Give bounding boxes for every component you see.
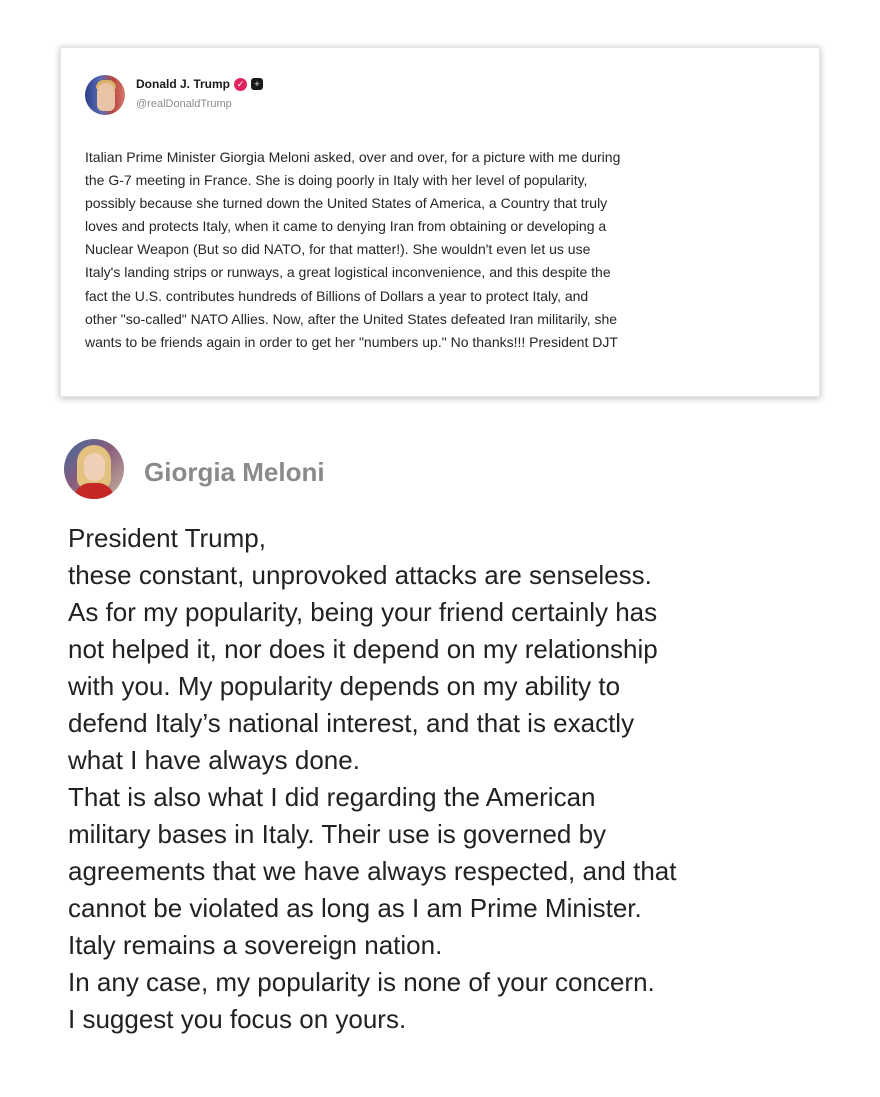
trump-post-card — [60, 47, 820, 397]
reply-body-text: President Trump, these constant, unprovoked attacks are senseless. As for my popularity, being your friend certainly has not helped it, nor does it depend on my relationship with you. My popularity depends on my ability to defend Italy’s national interest, and that is exactly what I have always done. That is also what I did regarding the American military bases in Italy. Their use is governed by agreements that we have always respected, and that cannot be violated as long as I am Prime Minister. Italy remains a sovereign nation. In any case, my popularity is none of your concern. I suggest you focus on yours. — [68, 523, 677, 1034]
post-author-name[interactable]: Donald J. Trump — [136, 77, 231, 91]
platform-badge-icon: + — [251, 78, 263, 90]
trump-avatar[interactable] — [85, 75, 125, 115]
verified-check-icon: ✓ — [234, 78, 247, 91]
meloni-avatar[interactable] — [64, 439, 124, 499]
post-author-handle[interactable]: @realDonaldTrump — [136, 98, 232, 110]
post-body-text: Italian Prime Minister Giorgia Meloni asked, over and over, for a picture with me during the G-7 meeting in France. She is doing poorly in Italy with her level of popularity, possibly because she turned down the United States of America, a Country that truly loves and protects Italy, when it came to denying Iran from obtaining or developing a Nuclear Weapon (But so did NATO, for that matter!). She wouldn't even let us use Italy's landing strips or runways, a great logistical inconvenience, and this despite the fact the U.S. contributes hundreds of Billions of Dollars a year to protect Italy, and other "so-called" NATO Allies. Now, after the United States defeated Iran militarily, she wants to be friends again in order to get her "numbers up." No thanks!!! President DJT — [85, 149, 621, 350]
reply-author-name[interactable]: Giorgia Meloni — [144, 457, 325, 487]
post-author-row — [136, 77, 263, 91]
